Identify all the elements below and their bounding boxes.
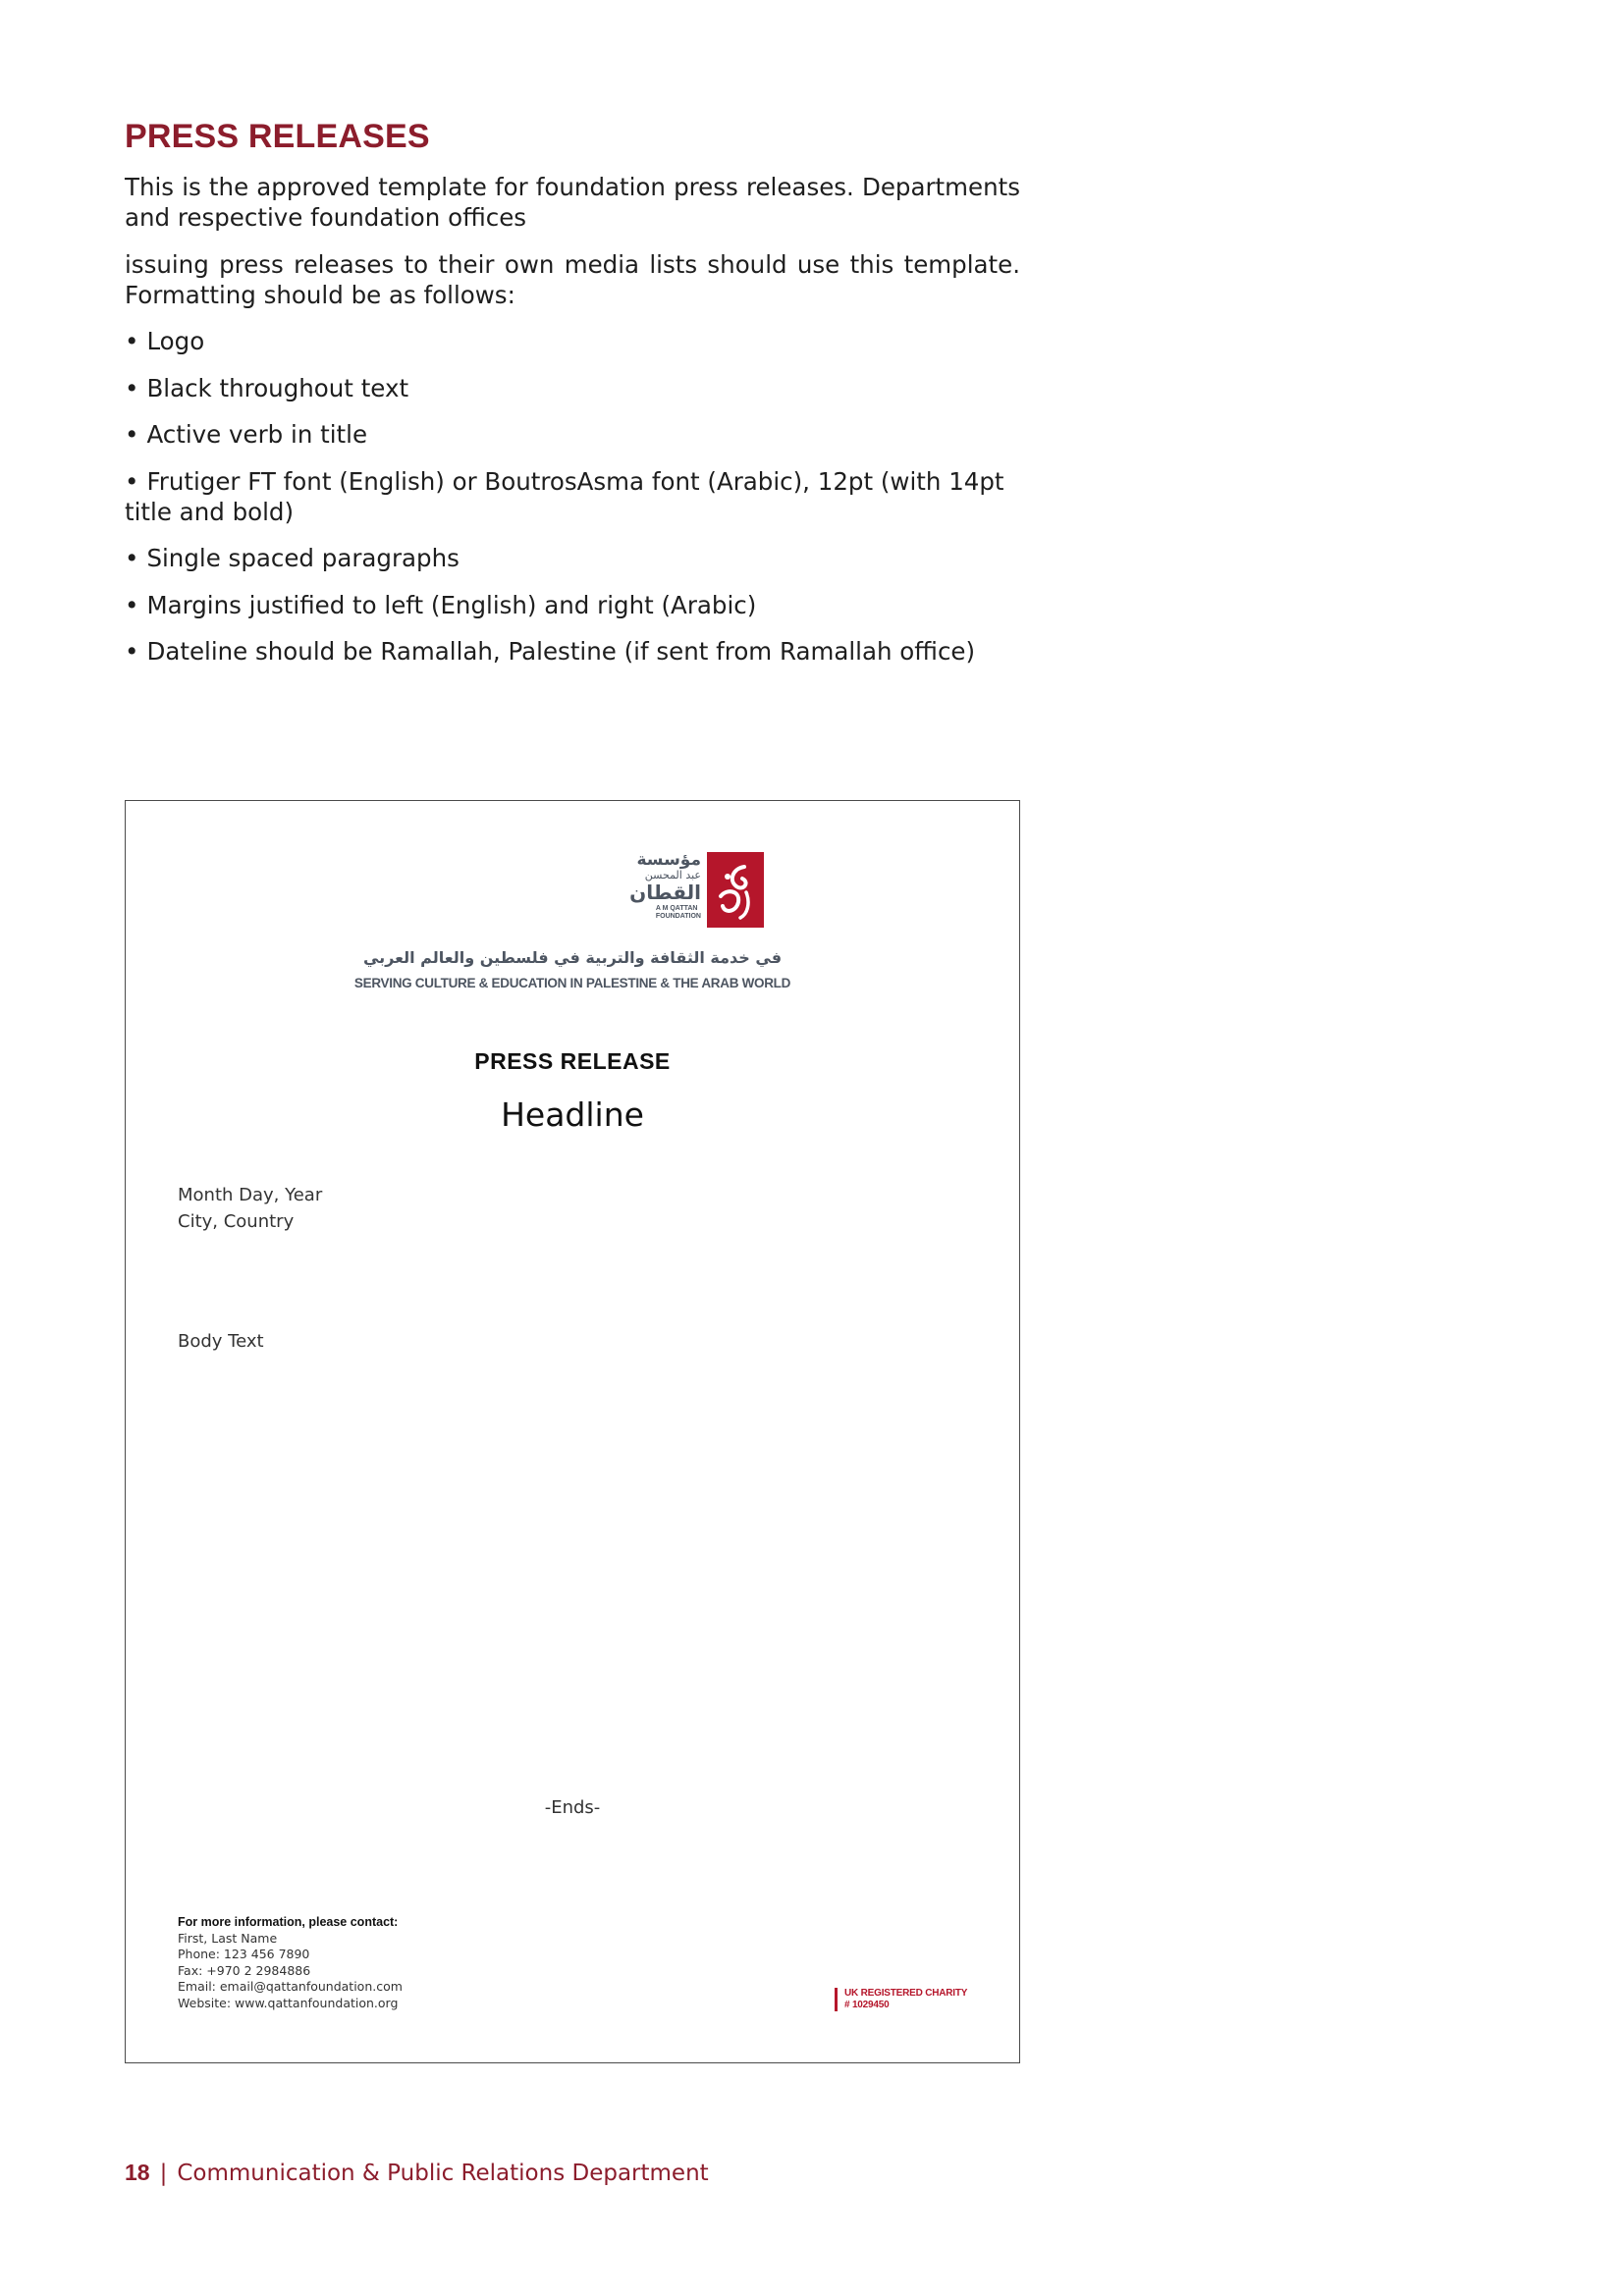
bullet-icon: • xyxy=(125,373,139,402)
list-item-text: Dateline should be Ramallah, Palestine (if sent from Ramallah office) xyxy=(146,637,976,666)
list-item xyxy=(125,373,1020,403)
list-item-text: Logo xyxy=(146,327,205,355)
list-item-text: Margins justified to left (English) and right (Arabic) xyxy=(146,590,757,619)
list-item xyxy=(125,636,1020,667)
logo-arabic-line-1: مؤسسة xyxy=(636,850,701,870)
bullet-icon: • xyxy=(125,466,139,496)
dateline-location: City, Country xyxy=(178,1211,295,1232)
logo-english-name xyxy=(656,905,701,921)
calligraphy-mark-icon xyxy=(707,852,764,928)
uk-charity-badge xyxy=(835,1988,967,2011)
charity-number: # 1029450 xyxy=(844,2000,890,2010)
press-release-label: PRESS RELEASE xyxy=(474,1048,671,1074)
list-item xyxy=(125,326,1020,356)
intro-paragraph-1: This is the approved template for foundation press releases. Departments and respective foundation offices xyxy=(125,173,1020,232)
body-text-placeholder: Body Text xyxy=(178,1331,264,1352)
press-release-template-preview xyxy=(125,800,1020,2063)
contact-heading: For more information, please contact: xyxy=(178,1915,399,1929)
contact-block xyxy=(178,1914,403,2011)
tagline-arabic: في خدمة الثقافة والتربية في فلسطين والعالم العربي xyxy=(362,948,783,967)
tagline-english: SERVING CULTURE & EDUCATION IN PALESTINE & THE ARAB WORLD xyxy=(353,976,791,990)
bullet-icon: • xyxy=(125,420,139,449)
bullet-icon: • xyxy=(125,590,139,619)
dateline-date: Month Day, Year xyxy=(178,1185,323,1205)
list-item-text: Active verb in title xyxy=(146,420,368,449)
list-item xyxy=(125,590,1020,620)
contact-website: Website: www.qattanfoundation.org xyxy=(178,1995,399,2010)
logo-english-line-1: A M QATTAN xyxy=(655,905,698,912)
headline: Headline xyxy=(501,1095,644,1134)
list-item-text: Frutiger FT font (English) or BoutrosAsma font (Arabic), 12pt (with 14pt title and bold) xyxy=(125,466,1004,526)
contact-name: First, Last Name xyxy=(178,1930,278,1946)
bullet-icon: • xyxy=(125,327,139,355)
list-item-text: Black throughout text xyxy=(146,373,409,402)
list-item-text: Single spaced paragraphs xyxy=(146,544,460,572)
charity-label: UK REGISTERED CHARITY xyxy=(844,1988,968,1999)
intro-paragraph-2: issuing press releases to their own media lists should use this template. Formatting should be as follows: xyxy=(125,250,1020,309)
logo-english-line-2: FOUNDATION xyxy=(655,913,701,920)
contact-email: Email: email@qattanfoundation.com xyxy=(178,1979,403,1994)
list-item xyxy=(125,543,1020,573)
bullet-icon: • xyxy=(125,637,139,666)
contact-phone: Phone: 123 456 7890 xyxy=(178,1947,310,1961)
contact-fax: Fax: +970 2 2984886 xyxy=(178,1962,311,1978)
department-name: Communication & Public Relations Department xyxy=(177,2161,709,2186)
foundation-logo xyxy=(629,850,764,938)
list-item xyxy=(125,419,1020,450)
logo-arabic-name xyxy=(629,850,701,903)
charity-bar xyxy=(835,1988,838,2011)
page-footer xyxy=(125,2160,709,2186)
section-title: PRESS RELEASES xyxy=(125,118,430,155)
ends-marker: -Ends- xyxy=(544,1797,601,1818)
logo-arabic-line-3: القطان xyxy=(629,881,701,904)
page-number: 18 xyxy=(125,2160,150,2185)
bullet-icon: • xyxy=(125,544,139,572)
logo-arabic-line-2: عبد المحسن xyxy=(644,869,701,881)
list-item xyxy=(125,466,1020,527)
formatting-list xyxy=(125,326,1020,683)
footer-separator: | xyxy=(159,2161,168,2186)
